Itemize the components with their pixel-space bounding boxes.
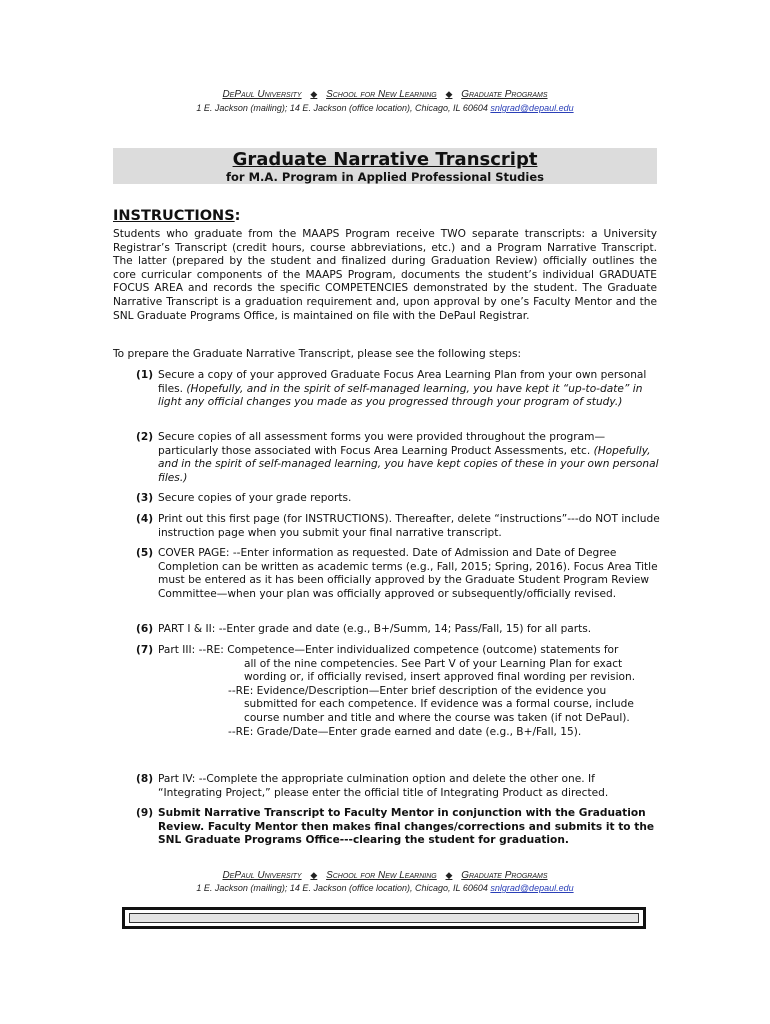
- step-line-continued: all of the nine competencies. See Part V of your Learning Plan for exact wording or, if officially revised, insert approved final wording per revision.: [244, 657, 636, 684]
- step-item: [136, 369, 661, 410]
- school-name: School for New Learning: [326, 89, 437, 100]
- step-note: (Hopefully, and in the spirit of self-managed learning, you have kept it “up-to-date” in light any official changes you made as you progressed through your program of study.): [158, 382, 643, 409]
- header-institution-line: [0, 89, 770, 100]
- school-name: School for New Learning: [326, 870, 437, 881]
- email-link[interactable]: snlgrad@depaul.edu: [490, 883, 574, 893]
- footer-frame-inner: [129, 913, 639, 923]
- programs-name: Graduate Programs: [461, 89, 548, 100]
- step-item: [136, 513, 661, 540]
- step-number: (4): [136, 513, 154, 525]
- step-number: (6): [136, 623, 154, 635]
- step-text: PART I & II: --Enter grade and date (e.g., B+/Summ, 14; Pass/Fall, 15) for all parts.: [158, 623, 592, 635]
- step-number: (1): [136, 369, 154, 381]
- step-line: --RE: Grade/Date—Enter grade earned and date (e.g., B+/Fall, 15).: [228, 725, 582, 738]
- step-text: Part IV: --Complete the appropriate culmination option and delete the other one. If “Integrating Project,” please enter the official title of Integrating Product as directed.: [158, 773, 609, 799]
- programs-name: Graduate Programs: [461, 870, 548, 881]
- page-subtitle: for M.A. Program in Applied Professional Studies: [226, 170, 544, 184]
- step-text: Submit Narrative Transcript to Faculty Mentor in conjunction with the Graduation Review. Faculty Mentor then makes final changes/corrections and submits it to the SNL Graduate Programs Office---clearing the student for graduation.: [158, 807, 655, 847]
- footer-institution-line: [0, 870, 770, 881]
- footer-frame: [122, 907, 646, 929]
- steps-intro: To prepare the Graduate Narrative Transcript, please see the following steps:: [113, 348, 522, 360]
- step-number: (8): [136, 773, 154, 785]
- step-item: [136, 547, 661, 601]
- university-name: DePaul University: [222, 89, 302, 100]
- step-line: Part III: --RE: Competence—Enter individualized competence (outcome) statements for: [158, 644, 619, 656]
- step-line: --RE: Evidence/Description—Enter brief description of the evidence you: [228, 684, 607, 697]
- instructions-heading: INSTRUCTIONS:: [113, 208, 241, 224]
- footer-address-line: [0, 883, 770, 893]
- step-item: [136, 644, 661, 739]
- separator-diamond-icon: ◆: [310, 89, 318, 99]
- separator-diamond-icon: ◆: [445, 870, 453, 880]
- step-item: [136, 623, 661, 637]
- email-link[interactable]: snlgrad@depaul.edu: [490, 103, 574, 113]
- header-address-line: [0, 103, 770, 113]
- step-text: Secure copies of all assessment forms you were provided throughout the program—particularly those associated with Focus Area Learning Product Assessments, etc.: [158, 431, 606, 457]
- step-number: (7): [136, 644, 154, 656]
- step-text: Secure copies of your grade reports.: [158, 492, 352, 504]
- address-text: 1 E. Jackson (mailing); 14 E. Jackson (office location), Chicago, IL 60604: [196, 103, 488, 113]
- step-text: Print out this first page (for INSTRUCTIONS). Thereafter, delete “instructions”---do NOT include instruction page when you submit your final narrative transcript.: [158, 513, 660, 539]
- step-item: [136, 773, 661, 800]
- step-item: [136, 492, 661, 506]
- step-item: [136, 807, 661, 848]
- university-name: DePaul University: [222, 870, 302, 881]
- step-number: (9): [136, 807, 154, 819]
- step-note: (Hopefully, and in the spirit of self-managed learning, you have kept copies of these in your own personal files.): [158, 444, 659, 484]
- step-item: [136, 431, 661, 485]
- page-title: Graduate Narrative Transcript: [232, 149, 538, 170]
- step-number: (3): [136, 492, 154, 504]
- step-line-continued: submitted for each competence. If evidence was a formal course, include course number and title and where the course was taken (if not DePaul).: [244, 698, 634, 724]
- separator-diamond-icon: ◆: [445, 89, 453, 99]
- step-number: (2): [136, 431, 154, 443]
- address-text: 1 E. Jackson (mailing); 14 E. Jackson (office location), Chicago, IL 60604: [196, 883, 488, 893]
- step-number: (5): [136, 547, 154, 559]
- step-text: COVER PAGE: --Enter information as requested. Date of Admission and Date of Degree Completion can be written as academic terms (e.g., Fall, 2015; Spring, 2016). Focus Area Title must be entered as it has been officially approved by the Graduate Student Program Review Committee—when your plan was officially approved or subsequently/officially revised.: [158, 547, 658, 600]
- separator-diamond-icon: ◆: [310, 870, 318, 880]
- step-text: Secure a copy of your approved Graduate Focus Area Learning Plan from your own personal files.: [158, 369, 647, 395]
- title-band: [113, 148, 657, 184]
- instructions-body: Students who graduate from the MAAPS Program receive TWO separate transcripts: a University Registrar’s Transcript (credit hours, course abbreviations, etc.) and a Program Narrative Transcript. The latter (prepared by the student and finalized during Graduation Review) officially outlines the core curricular components of the MAAPS Program, documents the student’s individual GRADUATE FOCUS AREA and records the specific COMPETENCIES demonstrated by the student. The Graduate Narrative Transcript is a graduation requirement and, upon approval by one’s Faculty Mentor and the SNL Graduate Programs Office, is maintained on file with the DePaul Registrar.: [113, 228, 657, 322]
